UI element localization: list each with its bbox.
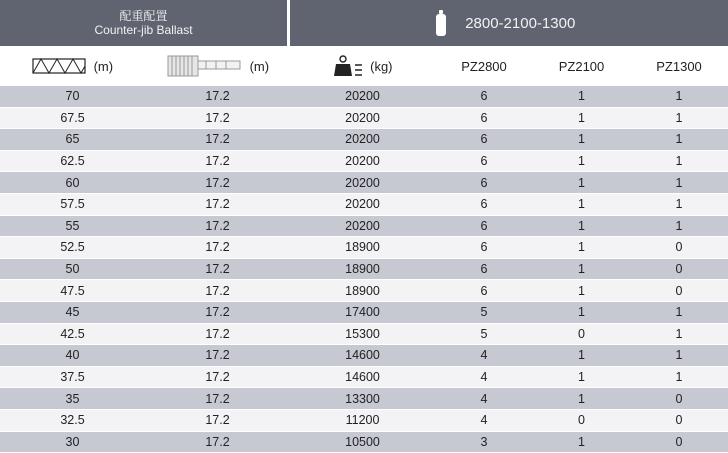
jib-length-cell: 47.5 (0, 280, 145, 302)
pz2800-cell: 6 (435, 216, 533, 238)
counterjib-length-cell: 17.2 (145, 345, 290, 367)
counterjib-length-cell: 17.2 (145, 172, 290, 194)
pz1300-cell: 0 (630, 259, 728, 281)
counterjib-length-cell: 17.2 (145, 108, 290, 130)
jib-length-cell: 35 (0, 388, 145, 410)
table-row (0, 129, 728, 151)
counterjib-length-cell: 17.2 (145, 237, 290, 259)
counterjib-length-cell: 17.2 (145, 280, 290, 302)
ballast-weight-cell: 20200 (290, 216, 435, 238)
jib-length-cell: 65 (0, 129, 145, 151)
pz2800-cell: 6 (435, 151, 533, 173)
pz2100-cell: 1 (533, 151, 630, 173)
table-row (0, 259, 728, 281)
table-row (0, 172, 728, 194)
counterjib-length-cell: 17.2 (145, 367, 290, 389)
ballast-unit: (kg) (370, 59, 392, 74)
pz1300-cell: 1 (630, 129, 728, 151)
jib-length-cell: 37.5 (0, 367, 145, 389)
pz1300-cell: 1 (630, 194, 728, 216)
ballast-weight-cell: 14600 (290, 367, 435, 389)
pz2800-cell: 6 (435, 129, 533, 151)
col-pz1300: PZ1300 (630, 46, 728, 86)
table-row (0, 280, 728, 302)
pz1300-cell: 1 (630, 108, 728, 130)
counterjib-length-cell: 17.2 (145, 194, 290, 216)
ballast-weight-icon (333, 55, 363, 77)
column-header-row (0, 46, 728, 86)
counter-jib-icon (166, 53, 242, 79)
pz2800-cell: 4 (435, 367, 533, 389)
ballast-weight-cell: 20200 (290, 108, 435, 130)
pz1300-cell: 0 (630, 410, 728, 432)
pz2100-cell: 0 (533, 410, 630, 432)
pz2100-cell: 1 (533, 259, 630, 281)
pz2100-cell: 0 (533, 324, 630, 346)
ballast-weight-cell: 20200 (290, 151, 435, 173)
table-row (0, 237, 728, 259)
pz2800-cell: 6 (435, 259, 533, 281)
table-row (0, 410, 728, 432)
pz2100-cell: 1 (533, 237, 630, 259)
pz2800-cell: 4 (435, 388, 533, 410)
counterjib-length-cell: 17.2 (145, 432, 290, 453)
counterjib-length-cell: 17.2 (145, 129, 290, 151)
pz2800-cell: 5 (435, 324, 533, 346)
ballast-weight-cell: 20200 (290, 129, 435, 151)
pz1300-cell: 0 (630, 280, 728, 302)
jib-length-cell: 30 (0, 432, 145, 453)
pz2800-cell: 6 (435, 237, 533, 259)
pz2800-cell: 3 (435, 432, 533, 453)
ballast-weight-cell: 18900 (290, 280, 435, 302)
pz2100-cell: 1 (533, 216, 630, 238)
pz2800-cell: 6 (435, 194, 533, 216)
jib-length-cell: 70 (0, 86, 145, 108)
pz2800-cell: 6 (435, 280, 533, 302)
col-counterjib-length (145, 46, 290, 86)
pz2100-cell: 1 (533, 86, 630, 108)
ballast-weight-cell: 20200 (290, 172, 435, 194)
counterjib-length-cell: 17.2 (145, 388, 290, 410)
jib-truss-icon (32, 58, 86, 74)
pz1300-cell: 1 (630, 86, 728, 108)
table-row (0, 432, 728, 453)
ballast-weight-cell: 20200 (290, 86, 435, 108)
ballast-weight-cell: 17400 (290, 302, 435, 324)
pz2100-cell: 1 (533, 345, 630, 367)
counterjib-length-cell: 17.2 (145, 410, 290, 432)
pz2800-cell: 6 (435, 108, 533, 130)
ballast-weight-cell: 18900 (290, 237, 435, 259)
ballast-weight-cell: 15300 (290, 324, 435, 346)
col-jib-length (0, 46, 145, 86)
col-pz2800: PZ2800 (435, 46, 533, 86)
pz2100-cell: 1 (533, 129, 630, 151)
counterjib-length-cell: 17.2 (145, 216, 290, 238)
config-header (290, 0, 728, 46)
pz1300-cell: 1 (630, 324, 728, 346)
pz2100-cell: 1 (533, 280, 630, 302)
table-row (0, 302, 728, 324)
counterjib-length-cell: 17.2 (145, 259, 290, 281)
pz1300-cell: 0 (630, 388, 728, 410)
counterjib-length-cell: 17.2 (145, 86, 290, 108)
pz2800-cell: 5 (435, 302, 533, 324)
ballast-weight-cell: 20200 (290, 194, 435, 216)
table-body (0, 86, 728, 453)
jib-length-cell: 57.5 (0, 194, 145, 216)
table-row (0, 345, 728, 367)
pz1300-cell: 1 (630, 216, 728, 238)
jib-length-cell: 45 (0, 302, 145, 324)
ballast-weight-cell: 18900 (290, 259, 435, 281)
ballast-weight-cell: 14600 (290, 345, 435, 367)
pz2100-cell: 1 (533, 388, 630, 410)
pz2800-cell: 6 (435, 172, 533, 194)
counterjib-length-cell: 17.2 (145, 302, 290, 324)
pz2100-cell: 1 (533, 302, 630, 324)
ballast-block-icon (435, 10, 447, 36)
pz1300-cell: 1 (630, 172, 728, 194)
counterjib-length-cell: 17.2 (145, 151, 290, 173)
jib-length-cell: 55 (0, 216, 145, 238)
jib-length-cell: 60 (0, 172, 145, 194)
table-row (0, 86, 728, 108)
pz1300-cell: 0 (630, 432, 728, 453)
pz1300-cell: 1 (630, 151, 728, 173)
ballast-weight-cell: 10500 (290, 432, 435, 453)
counterjib-length-cell: 17.2 (145, 324, 290, 346)
pz1300-cell: 1 (630, 367, 728, 389)
ballast-weight-cell: 11200 (290, 410, 435, 432)
table-row (0, 388, 728, 410)
pz2100-cell: 1 (533, 172, 630, 194)
col-ballast-weight (290, 46, 435, 86)
pz2100-cell: 1 (533, 194, 630, 216)
pz1300-cell: 1 (630, 345, 728, 367)
table-row (0, 151, 728, 173)
ballast-weight-cell: 13300 (290, 388, 435, 410)
pz1300-cell: 0 (630, 237, 728, 259)
pz2100-cell: 1 (533, 367, 630, 389)
title-en: Counter-jib Ballast (0, 23, 287, 37)
table-row (0, 367, 728, 389)
table-title (0, 0, 290, 46)
config-label: 2800-2100-1300 (465, 15, 575, 32)
title-cn: 配重配置 (0, 9, 287, 23)
jib-length-cell: 32.5 (0, 410, 145, 432)
table-title-row (0, 0, 728, 46)
jib-length-cell: 52.5 (0, 237, 145, 259)
table-row (0, 194, 728, 216)
pz2800-cell: 6 (435, 86, 533, 108)
pz2100-cell: 1 (533, 108, 630, 130)
table-row (0, 108, 728, 130)
jib-length-cell: 42.5 (0, 324, 145, 346)
table-row (0, 216, 728, 238)
pz2800-cell: 4 (435, 410, 533, 432)
jib-length-cell: 67.5 (0, 108, 145, 130)
jib-length-cell: 50 (0, 259, 145, 281)
pz2100-cell: 1 (533, 432, 630, 453)
jib-length-cell: 62.5 (0, 151, 145, 173)
pz1300-cell: 1 (630, 302, 728, 324)
pz2800-cell: 4 (435, 345, 533, 367)
counterjib-unit: (m) (250, 59, 270, 74)
col-pz2100: PZ2100 (533, 46, 630, 86)
jib-length-cell: 40 (0, 345, 145, 367)
table-row (0, 324, 728, 346)
jib-unit: (m) (94, 59, 114, 74)
